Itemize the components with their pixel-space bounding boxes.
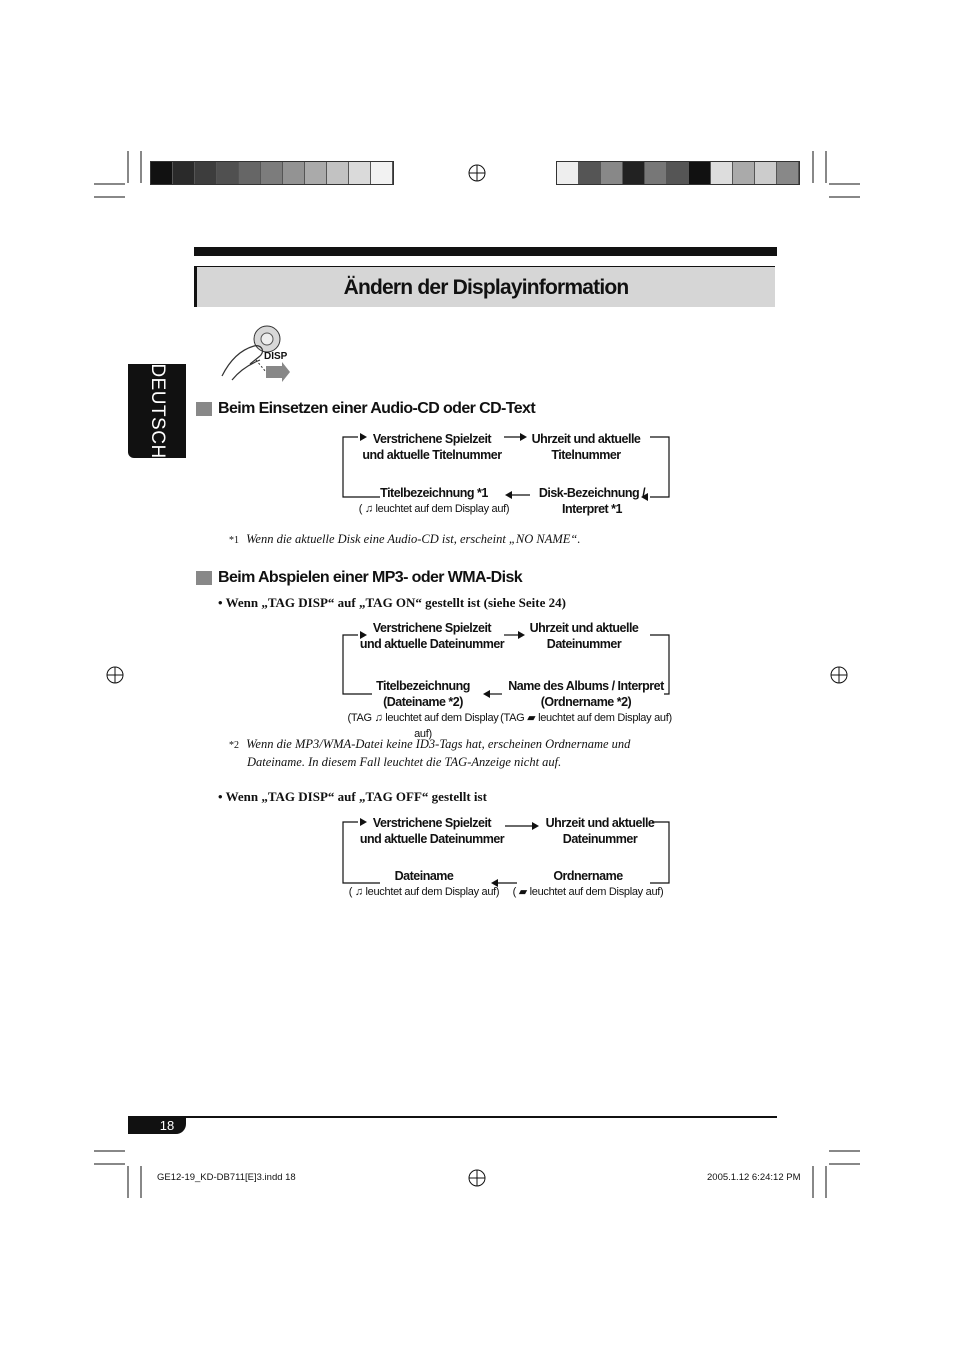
bullet-tag-off: • Wenn „TAG DISP“ auf „TAG OFF“ gestellt ist (218, 789, 487, 804)
language-label: DEUTSCH (147, 363, 168, 459)
section2-heading-text: Beim Abspielen einer MP3- oder WMA-Disk (218, 569, 523, 586)
d2-box-br: Name des Albums / Interpret (Ordnername *2) (TAG ▰ leuchtet auf dem Display auf) (500, 679, 672, 724)
d2-box-bl: Titelbezeichnung (Dateiname *2) (TAG ♫ leuchtet auf dem Display auf) (347, 679, 499, 740)
d3-box-tr: Uhrzeit und aktuelle Dateinummer (545, 816, 655, 846)
section1-heading-text: Beim Einsetzen einer Audio-CD oder CD-Text (218, 400, 536, 417)
disp-button-label: DISP (264, 351, 288, 362)
footer-timestamp: 2005.1.12 6:24:12 PM (707, 1172, 801, 1183)
footer-file-name: GE12-19_KD-DB711[E]3.indd 18 (157, 1172, 296, 1183)
page-number: 18 (159, 1118, 175, 1133)
d1-box-tr: Uhrzeit und aktuelle Titelnummer (531, 432, 641, 462)
footnote1: *1 Wenn die aktuelle Disk eine Audio-CD ist, erscheint „NO NAME“. (229, 532, 581, 546)
d1-box-bl: Titelbezeichnung *1 ( ♫ leuchtet auf dem Display auf) (358, 486, 510, 515)
d1-box-br: Disk-Bezeichnung / Interpret *1 (538, 486, 646, 516)
d3-box-bl: Dateiname ( ♫ leuchtet auf dem Display auf) (348, 869, 500, 898)
page-title: Ändern der Displayinformation (343, 276, 629, 299)
d3-box-tl: Verstrichene Spielzeit und aktuelle Dateinummer (359, 816, 505, 846)
d2-box-tr: Uhrzeit und aktuelle Dateinummer (529, 621, 639, 651)
bullet-tag-on: • Wenn „TAG DISP“ auf „TAG ON“ gestellt ist (siehe Seite 24) (218, 595, 566, 610)
footnote2: *2 Wenn die MP3/WMA-Datei keine ID3-Tags hat, erscheinen Ordnername und Dateiname. In diesem Fall leuchtet die TAG-Anzeige nicht auf. (229, 737, 631, 769)
d1-box-tl: Verstrichene Spielzeit und aktuelle Titelnummer (362, 432, 502, 462)
d2-box-tl: Verstrichene Spielzeit und aktuelle Dateinummer (359, 621, 505, 651)
d3-box-br: Ordnername ( ▰ leuchtet auf dem Display auf) (512, 869, 664, 898)
page-number-tab (128, 1118, 186, 1134)
bottom-rule (128, 1116, 777, 1118)
